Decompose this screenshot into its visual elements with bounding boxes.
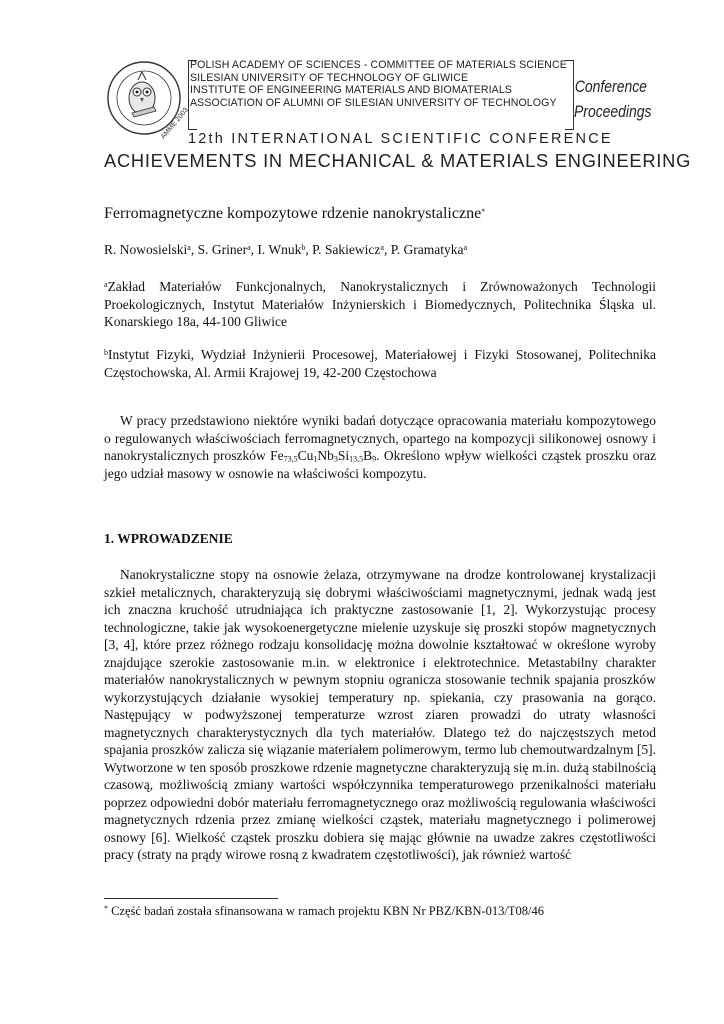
author-affiliation-mark: a [247,243,251,252]
author-name: S. Griner [197,242,248,257]
institution-line: SILESIAN UNIVERSITY OF TECHNOLOGY OF GLIWICE [190,71,469,84]
author-affiliation-mark: a [187,243,191,252]
author-name: P. Gramatyka [390,242,464,257]
affiliation-mark: a [104,280,108,289]
formula-element: Nb [317,448,334,463]
proceedings-line-1: Conference [574,77,647,96]
author-list: R. Nowosielski$^a$, S. Griner$^a$, I. Wnuk$^b$, P. Sakiewicz$^a$, P. Gramatyka$^a$ [104,242,467,257]
author-affiliation-mark: a [380,243,384,252]
affiliation-text: Instytut Fizyki, Wydział Inżynierii Procesowej, Materiałowej i Fizyki Stosowanej, Politechnika Częstochowska, Al. Armii Krajowej 19, 42-200 Częstochowa [104,347,656,380]
paper-title-text: Ferromagnetyczne kompozytowe rdzenie nanokrystaliczne [104,205,482,222]
formula-element: Cu [297,448,314,463]
formula-sub: 73,5 [283,454,298,464]
author-affiliation-mark: b [301,243,306,252]
footnote-text: Część badań została sfinansowana w ramach projektu KBN Nr PBZ/KBN-013/T08/46 [108,904,545,918]
section-heading: 1. WPROWADZENIE [104,531,233,546]
formula-sub: 13,5 [349,454,364,464]
formula-element: B [363,448,373,463]
abstract [104,412,656,482]
institution-line: POLISH ACADEMY OF SCIENCES - COMMITTEE OF MATERIALS SCIENCE [190,59,567,71]
affiliation-text: Zakład Materiałów Funkcjonalnych, Nanokrystalicznych i Zrównoważonych Technologii Proekologicznych, Instytut Materiałów Inżynierskich i Biomedycznych, Politechnika Śląska ul. Konarskiego 18a, 44-100 Gliwice [104,279,656,329]
header-bracket-right [565,60,574,130]
abstract-text-1: W pracy przedstawiono niektóre wyniki badań dotyczące opracowania materiału kompozytowego o regulowanych właściwościach ferromagnetycznych, opartego na kompozycji silikonowej osnowy i nanokrystalicznych proszków Fe [104,413,656,463]
affiliation-b [104,346,656,381]
proceedings-line-2: Proceedings [574,102,652,121]
institution-list [190,59,580,109]
conference-logo [104,58,190,141]
logo-text: AMME 2003 [159,106,190,141]
institution-line: INSTITUTE OF ENGINEERING MATERIALS AND BIOMATERIALS [190,84,512,97]
body-paragraph: Nanokrystaliczne stopy na osnowie żelaza, otrzymywane na drodze kontrolowanej krystalizacji szkieł metalicznych, charakteryzują się dobrymi właściwościami magnetycznymi, jednak wadą jest ich znaczna kruchość utrudniająca ich praktyczne zastosowanie [1, 2]. Wykorzystując procesy technologiczne, takie jak wysokoenergetyczne mielenie uzyskuje się proszki stopów magnetycznych [3, 4], które przez różnego rodzaju konsolidację można dowolnie kształtować w określone wyroby znajdujące szerokie zastosowanie m.in. w elektronice i elektrotechnice. Metastabilny charakter materiałów nanokrystalicznych w pewnym stopniu ogranicza stosowanie technik spajania proszków wykorzystujących działanie wysokiej temperatury np. spiekania, czy prasowania na gorąco. Następujący w podwyższonej temperaturze wzrost ziaren prowadzi do utraty własności magnetycznych charakterystycznych dla tych materiałów. Dlatego też do najczęstszych metod spajania proszków zalicza się wiązanie materiałem polimerowym, termo lub chemoutwardzalnym [5]. Wytworzone w ten sposób proszkowe rdzenie magnetyczne charakteryzują się m.in. dużą stabilnością czasową, możliwością zmiany wartości współczynnika temperaturowego przenikalności materiału poprzez odpowiedni dobór materiału ferromagnetycznego oraz możliwością regulowania właściwości magnetycznych rdzenia przez zmianę wielkości cząstek, materiału magnetycznego i polimerowej osnowy [6]. Wielkość cząstek proszku dobiera się mając głównie na uwadze zakres częstotliwości pracy (straty na prądy wirowe rosną z kwadratem częstotliwości), jak również wartość [104,567,656,862]
author-name: R. Nowosielski [104,242,188,257]
author-name: I. Wnuk [257,242,302,257]
paper-title [104,205,485,223]
conference-line: 12th INTERNATIONAL SCIENTIFIC CONFERENCE [188,131,613,147]
affiliation-a [104,278,656,331]
author-name: P. Sakiewicz [312,242,381,257]
institution-line: ASSOCIATION OF ALUMNI OF SILESIAN UNIVERSITY OF TECHNOLOGY [190,96,557,109]
conference-proceedings-label [574,74,652,124]
formula-element: Si [337,448,350,463]
title-footnote-mark: * [481,207,486,216]
abstract-text-2: . Określono wpływ wielkości cząstek proszku oraz jego udział masowy w osnowie na właściwości kompozytu. [104,448,656,481]
author-affiliation-mark: a [463,243,467,252]
footnote [104,904,544,919]
affiliation-mark: b [104,348,108,357]
formula-sub: 9 [372,454,377,464]
formula-sub: 1 [313,454,318,464]
conference-title: ACHIEVEMENTS IN MECHANICAL & MATERIALS ENGINEERING [104,150,692,171]
footnote-rule [104,898,278,899]
formula-sub: 3 [333,454,338,464]
footnote-mark: * [104,904,108,913]
